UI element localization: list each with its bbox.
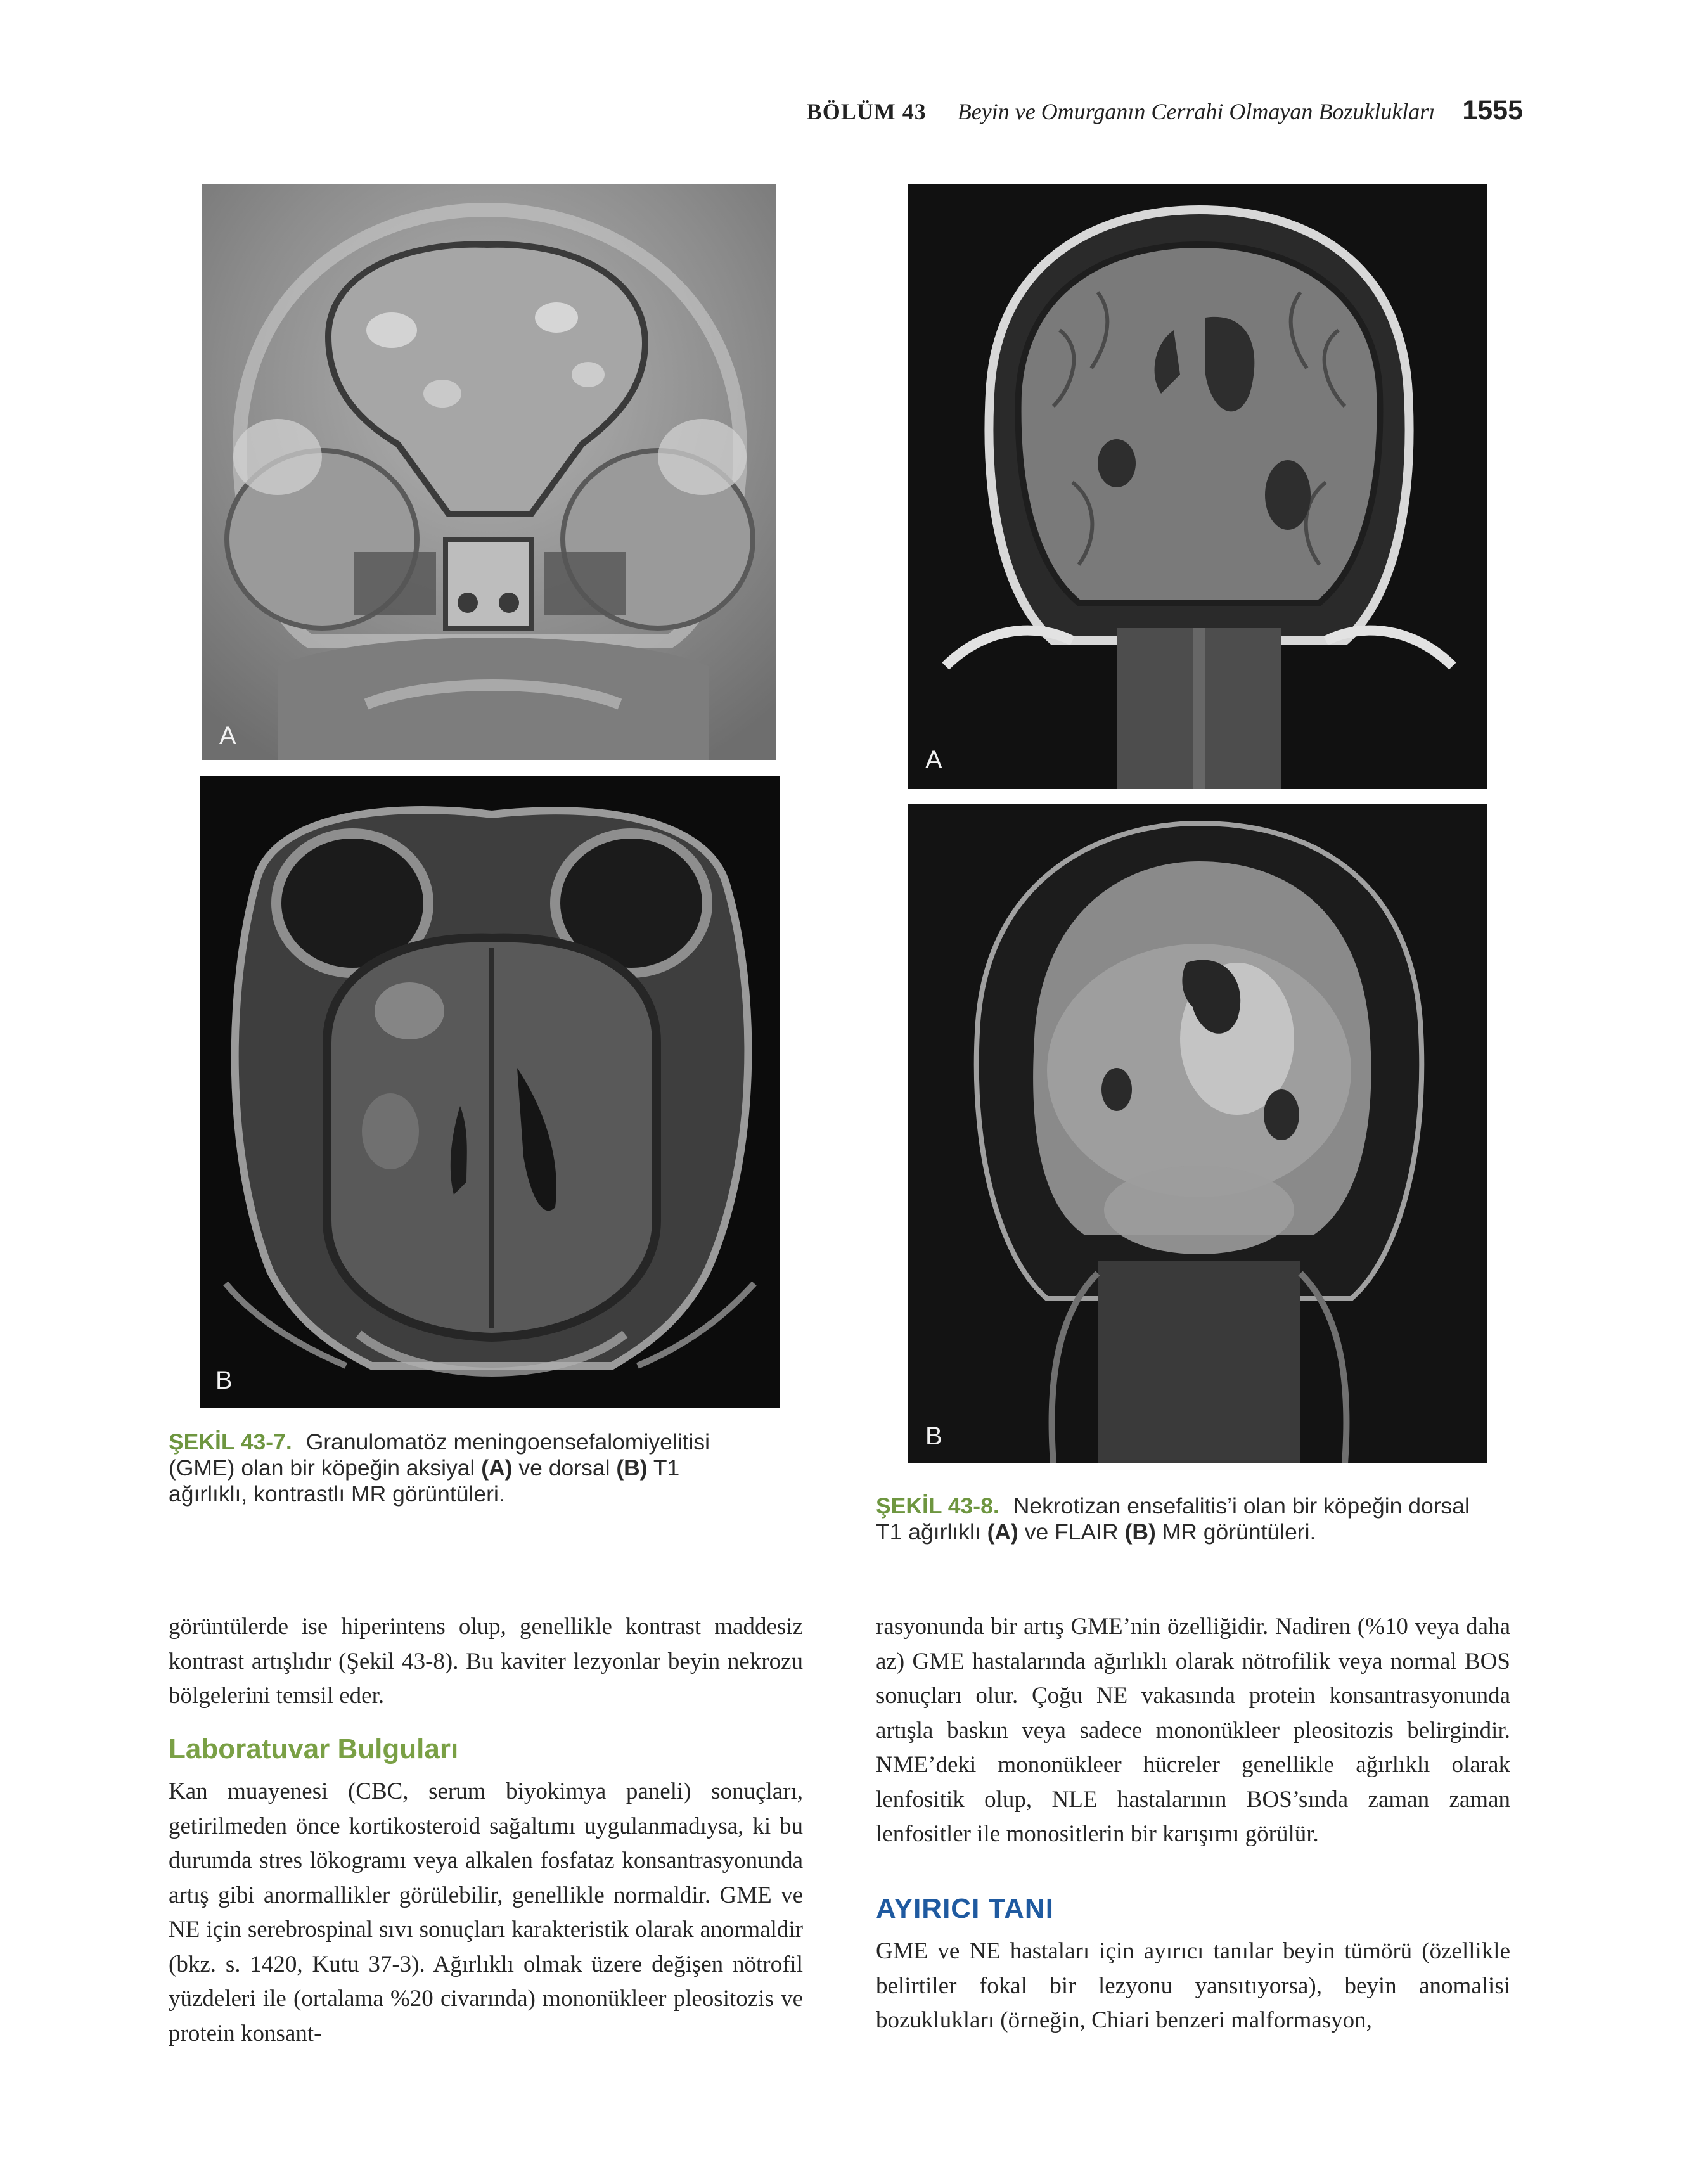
fig7-panel-b-label: B	[215, 1366, 233, 1394]
fig8-caption-number: ŞEKİL 43-8.	[876, 1493, 999, 1519]
fig7-caption-ref-b: (B)	[616, 1455, 648, 1481]
fig7-caption-text-1: Granulomatöz meningoensefalomiyelitisi (GME) olan bir köpeğin aksiyal	[169, 1429, 710, 1481]
left-intro-paragraph: görüntülerde ise hiperintens olup, genellikle kontrast maddesiz kontrast artışlıdır (Şekil 43-8). Bu kaviter lezyonlar beyin nekrozu bölgelerini temsil eder.	[169, 1614, 803, 1709]
fig8-panel-a-mri	[908, 184, 1487, 789]
chapter-label: BÖLÜM 43	[806, 99, 927, 124]
fig8-caption-ref-b: (B)	[1124, 1519, 1156, 1545]
differential-diagnosis-paragraph: GME ve NE hastaları için ayırıcı tanılar beyin tümörü (özellikle belirtiler fokal bir lezyonu yansıtıyorsa), beyin anomalisi bozuklukları (örneğin, Chiari benzeri malformasyon,	[876, 1938, 1510, 2033]
fig8-panel-b-label: B	[925, 1422, 942, 1450]
lab-findings-paragraph: Kan muayenesi (CBC, serum biyokimya paneli) sonuçları, getirilmeden önce kortikosteroid sağaltımı uygulanmadıysa, ki bu durumda stres lökogramı veya alkalen fosfataz konsantrasyonunda artış gibi anormallikler görülebilir, genellikle normaldir. GME ve NE için serebrospinal sıvı sonuçları karakteristik olarak anormaldir (bkz. s. 1420, Kutu 37-3). Ağırlıklı olmak üzere değişen nötrofil yüzdeleri ile (ortalama %20 civarında) mononükleer pleositozis ve protein konsant-	[169, 1778, 803, 2047]
fig7-caption-ref-a: (A)	[481, 1455, 513, 1481]
fig7-caption-text-2: ve dorsal	[512, 1455, 617, 1481]
fig7-caption-text-3: T1 ağırlıklı, kontrastlı MR görüntüleri.	[169, 1455, 680, 1507]
chapter-title: Beyin ve Omurganın Cerrahi Olmayan Bozuklukları	[957, 99, 1435, 124]
fig7-panel-a-label: A	[219, 722, 236, 750]
fig8-caption-text-1: Nekrotizan ensefalitis’i olan bir köpeğin dorsal T1 ağırlıklı	[876, 1493, 1470, 1545]
fig7-panel-a-mri	[202, 184, 776, 760]
page-number: 1555	[1462, 95, 1523, 125]
fig8-caption-text-2: ve FLAIR	[1018, 1519, 1125, 1545]
fig8-panel-b-mri	[908, 804, 1487, 1463]
differential-diagnosis-heading: AYIRICI TANI	[876, 1893, 1054, 1924]
fig7-caption	[169, 1429, 764, 1507]
fig7-caption-number: ŞEKİL 43-7.	[169, 1429, 292, 1455]
lab-findings-heading: Laboratuvar Bulguları	[169, 1733, 459, 1764]
fig8-panel-a-label: A	[925, 746, 942, 774]
right-continued-paragraph: rasyonunda bir artış GME’nin özelliğidir. Nadiren (%10 veya daha az) GME hastalarında ağırlıklı olarak nötrofilik veya normal BOS sonuçları olur. Çoğu NE vakasında protein konsantrasyonunda artışla baskın veya sadece mononükleer pleositozis belirgindir. NME’deki mononükleer hücreler genellikle ağırlıklı olarak lenfositik olup, NLE hastalarının BOS’sında zaman zaman lenfositler ile monositlerin bir karışımı görülür.	[876, 1614, 1510, 1847]
fig8-caption	[876, 1493, 1472, 1545]
fig7-panel-b-mri	[200, 776, 780, 1408]
fig8-caption-text-3: MR görüntüleri.	[1155, 1519, 1316, 1545]
fig8-caption-ref-a: (A)	[987, 1519, 1018, 1545]
running-header	[807, 95, 1523, 126]
